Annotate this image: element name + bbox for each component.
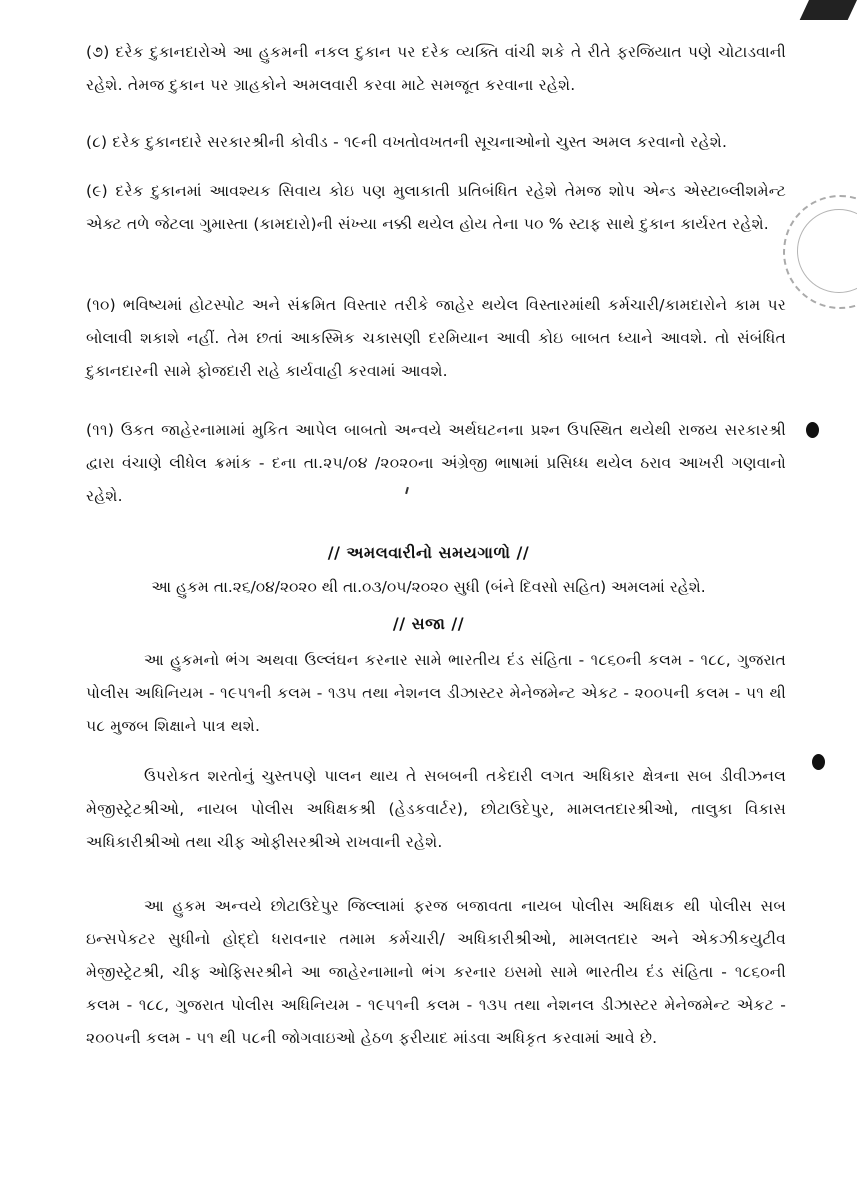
authorization-text: આ હુકમ અન્વયે છોટાઉદેપુર જિલ્લામાં ફરજ બજાવતા નાયબ પોલીસ અધિક્ષક થી પોલીસ સબ ઇન્સપેકટર સુધીનો હોદ્દો ધરાવનાર તમામ કર્મચારી/ અધિકારીશ્રીઓ, મામલતદાર અને એકઝીકયુટીવ મેજીસ્ટ્રેટશ્રી, ચીફ ઓફિસરશ્રીને આ જાહેરનામાનો ભંગ કરનાર ઇસમો સામે ભારતીય દંડ સંહિતા - ૧૮૬૦ની કલમ - ૧૮૮, ગુજરાત પોલીસ અધિનિયમ - ૧૯૫૧ની કલમ - ૧૩૫ તથા નેશનલ ડીઝાસ્ટર મેનેજમેન્ટ એકટ - ૨૦૦૫ની કલમ - ૫૧ થી ૫૮ની જોગવાઇઓ હેઠળ ફરીયાદ માંડવા અધિકૃત કરવામાં આવે છે. xyxy=(86,897,786,1047)
clause-9: (૯) દરેક દુકાનમાં આવશ્યક સિવાય કોઇ પણ મુલાકાતી પ્રતિબંધિત રહેશે તેમજ શોપ એન્ડ એસ્ટાબ્લીશમેન્ટ એક્ટ તળે જેટલા ગુમાસ્તા (કામદારો)ની સંખ્યા નક્કી થયેલ હોય તેના ૫૦ % સ્ટાફ સાથે દુકાન કાર્યરત રહેશે. xyxy=(86,182,786,233)
penalty-text xyxy=(86,644,786,743)
penalty-text-body: આ હુકમનો ભંગ અથવા ઉલ્લંઘન કરનાર સામે ભારતીય દંડ સંહિતા - ૧૮૬૦ની કલમ - ૧૮૮, ગુજરાત પોલીસ અધિનિયમ - ૧૯૫૧ની કલમ - ૧૩૫ તથા નેશનલ ડીઝાસ્ટર મેનેજમેન્ટ એકટ - ૨૦૦૫ની કલમ - ૫૧ થી ૫૮ મુજબ શિક્ષાને પાત્ર થશે. xyxy=(86,651,786,735)
supervision-text: ઉપરોકત શરતોનું ચુસ્તપણે પાલન થાય તે સબબની તકેદારી લગત અધિકાર ક્ષેત્રના સબ ડીવીઝનલ મેજીસ્ટ્રેટશ્રીઓ, નાયબ પોલીસ અધિક્ષકશ્રી (હેડકવાર્ટર), છોટાઉદેપુર, મામલતદારશ્રીઓ, તાલુકા વિકાસ અધિકારીશ્રીઓ તથા ચીફ ઓફીસરશ્રીએ રાખવાની રહેશે. xyxy=(86,767,786,851)
clause-11: (૧૧) ઉકત જાહેરનામામાં મુકિત આપેલ બાબતો અન્વયે અર્થઘટનના પ્રશ્ન ઉપસ્થિત થયેથી રાજય સરકારશ્રી દ્વારા વંચાણે લીધેલ ક્રમાંક - દના તા.૨૫/૦૪ /૨૦૨૦ના અંગ્રેજી ભાષામાં પ્રસિધ્ધ થયેલ ઠરાવ આખરી ગણવાનો રહેશે. xyxy=(86,421,786,505)
office-seal-stamp xyxy=(783,195,857,309)
supervision-paragraph xyxy=(86,760,786,859)
clause-10: (૧૦) ભવિષ્યમાં હોટસ્પોટ અને સંક્રમિત વિસ્તાર તરીકે જાહેર થયેલ વિસ્તારમાંથી કર્મચારી/કામદારોને કામ પર બોલાવી શકાશે નહીં. તેમ છતાં આકસ્મિક ચકાસણી દરમિયાન આવી કોઇ બાબત ધ્યાને આવશે. તો સંબંધિત દુકાનદારની સામે ફોજદારી રાહે કાર્યવાહી કરવામાં આવશે. xyxy=(86,296,786,380)
period-heading: // અમલવારીનો સમયગાળો // xyxy=(327,543,530,562)
punch-hole-mark xyxy=(806,422,819,438)
penalty-heading: // સજા // xyxy=(392,614,465,633)
clause-7: (૭) દરેક દુકાનદારોએ આ હુકમની નકલ દુકાન પર દરેક વ્યક્તિ વાંચી શકે તે રીતે ફરજિયાત પણે ચોટાડવાની રહેશે. તેમજ દુકાન પર ગ્રાહકોને અમલવારી કરવા માટે સમજૂત કરવાના રહેશે. xyxy=(86,43,786,94)
punch-hole-mark xyxy=(812,754,825,770)
authorization-paragraph xyxy=(86,890,786,1055)
corner-scan-mark xyxy=(800,0,857,20)
clause-8: (૮) દરેક દુકાનદારે સરકારશ્રીની કોવીડ - ૧૯ની વખતોવખતની સૂચનાઓનો ચુસ્ત અમલ કરવાનો રહેશે. xyxy=(86,133,728,151)
period-text: આ હુકમ તા.૨૬/૦૪/૨૦૨૦ થી તા.૦૩/૦૫/૨૦૨૦ સુધી (બંને દિવસો સહિત) અમલમાં રહેશે. xyxy=(151,578,706,596)
